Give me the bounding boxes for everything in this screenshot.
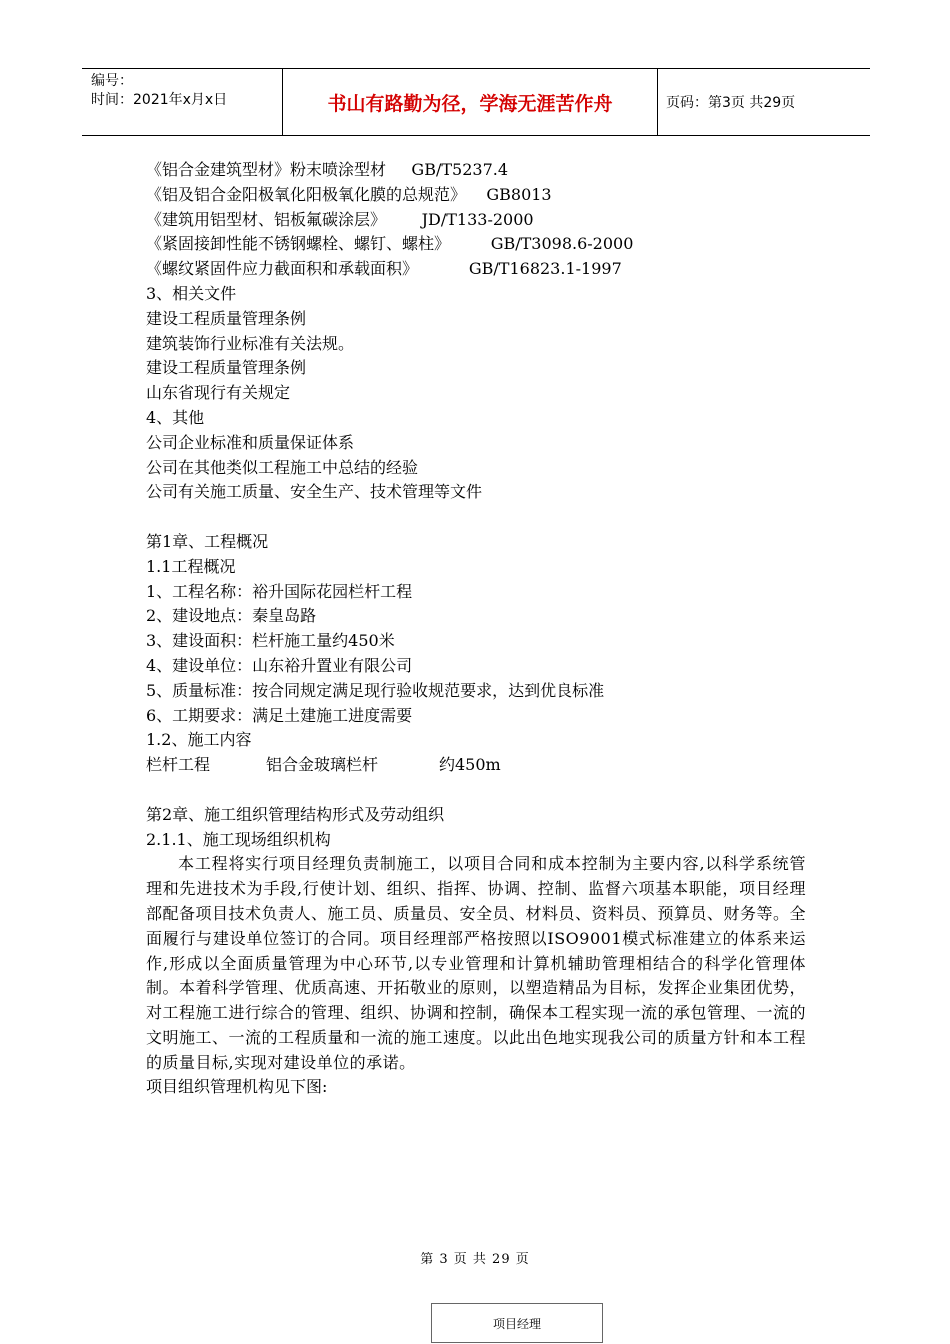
document-body [146,158,806,1100]
body-line: 公司在其他类似工程施工中总结的经验 [146,457,419,477]
body-line: 建筑装饰行业标准有关法规。 [146,333,355,353]
body-line: 《螺纹紧固件应力截面积和承载面积》 GB/T16823.1-1997 [146,259,622,279]
header-left-cell [82,69,282,135]
body-line: 《铝及铝合金阳极氧化阳极氧化膜的总规范》 GB8013 [146,184,552,204]
body-line: 第2章、施工组织管理结构形式及劳动组织 [146,804,445,824]
body-line: 公司企业标准和质量保证体系 [146,432,355,452]
body-line: 2、建设地点：秦皇岛路 [146,606,317,626]
body-line: 《紧固接卸性能不锈钢螺栓、螺钉、螺柱》 GB/T3098.6-2000 [146,234,634,254]
header-page-info: 页码：第3页 共29页 [666,95,796,111]
body-line: 6、工期要求：满足土建施工进度需要 [146,705,413,725]
body-line: 栏杆工程 铝合金玻璃栏杆 约450m [146,755,501,775]
header-motto: 书山有路勤为径，学海无涯苦作舟 [282,69,658,135]
closing-line: 项目组织管理机构见下图: [146,1077,328,1097]
body-line: 4、建设单位：山东裕升置业有限公司 [146,655,413,675]
body-line: 山东省现行有关规定 [146,383,291,403]
body-line: 3、相关文件 [146,283,237,303]
body-line: 建设工程质量管理条例 [146,358,307,378]
body-line: 建设工程质量管理条例 [146,308,307,328]
body-paragraph: 本工程将实行项目经理负责制施工，以项目合同和成本控制为主要内容,以科学系统管理和先进技术为手段,行使计划、组织、指挥、协调、控制、监督六项基本职能，项目经理部配备项目技术负责人、施工员、质量员、安全员、材料员、资料员、预算员、财务等。全面履行与建设单位签订的合同。项目经理部严格按照以ISO9001模式标准建立的体系来运作,形成以全面质量管理为中心环节,以专业管理和计算机辅助管理相结合的科学化管理体制。本着科学管理、优质高速、开拓敬业的原则，以塑造精品为目标，发挥企业集团优势，对工程施工进行综合的管理、组织、协调和控制，确保本工程实现一流的承包管理、一流的文明施工、一流的工程质量和一流的施工速度。以此出色地实现我公司的质量方针和本工程的质量目标,实现对建设单位的承诺。 [146,854,807,1072]
body-lines [146,158,806,852]
page-header [82,68,870,136]
org-chart-top-box: 项目经理 [431,1303,603,1343]
blank-line [146,505,806,530]
body-line: 4、其他 [146,407,205,427]
blank-line [146,778,806,803]
body-line: 1.2、施工内容 [146,730,252,750]
body-line: 5、质量标准：按合同规定满足现行验收规范要求，达到优良标准 [146,680,605,700]
body-line: 2.1.1、施工现场组织机构 [146,829,331,849]
body-line: 3、建设面积：栏杆施工量约450米 [146,631,395,651]
body-line: 1.1工程概况 [146,556,236,576]
document-number-label: 编号： [91,73,133,89]
body-line: 《铝合金建筑型材》粉末喷涂型材 GB/T5237.4 [146,160,509,179]
body-line: 公司有关施工质量、安全生产、技术管理等文件 [146,482,483,502]
body-line: 第1章、工程概况 [146,531,269,551]
body-line: 1、工程名称：裕升国际花园栏杆工程 [146,581,413,601]
footer-page-number: 第 3 页 共 29 页 [420,1252,530,1267]
body-line: 《建筑用铝型材、铝板氟碳涂层》 JD/T133-2000 [146,209,534,229]
document-time-label: 时间：2021年x月x日 [91,92,228,108]
